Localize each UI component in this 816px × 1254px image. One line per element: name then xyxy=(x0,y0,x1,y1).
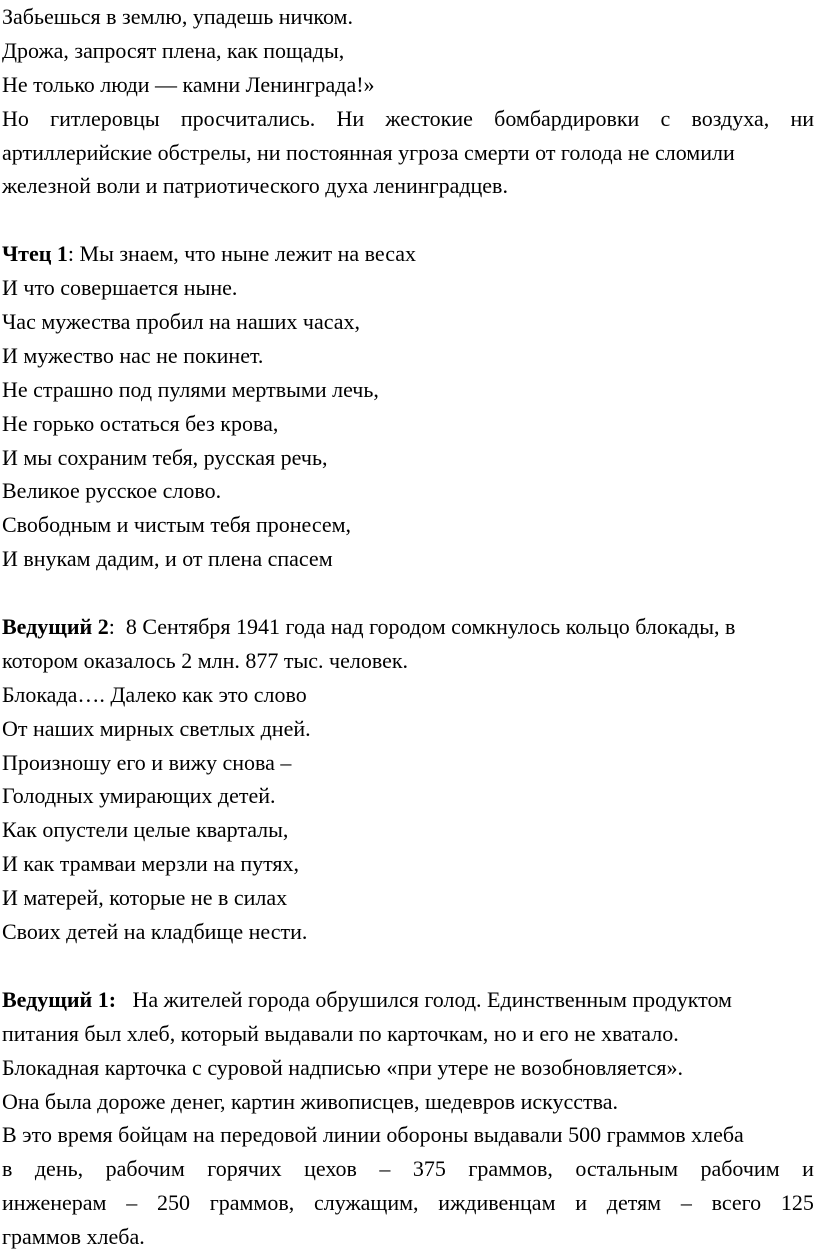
verse-line: И как трамваи мерзли на путях, xyxy=(2,851,300,877)
word: 125 xyxy=(780,1190,814,1216)
word: рабочим xyxy=(105,1156,185,1182)
word: ни xyxy=(790,105,814,131)
word: воздуха, xyxy=(691,105,770,131)
word: – xyxy=(680,1190,692,1216)
verse-line: Произношу его и вижу снова – xyxy=(2,749,292,775)
verse-line: От наших мирных светлых дней. xyxy=(2,715,311,741)
word: в xyxy=(2,1156,13,1182)
verse-line: И мужество нас не покинет. xyxy=(2,342,264,368)
word: инженерам xyxy=(2,1190,107,1216)
verse-line: Не страшно под пулями мертвыми лечь, xyxy=(2,376,379,402)
text-line: Дрожа, запросят плена, как пощады, xyxy=(2,37,345,63)
speaker-line xyxy=(2,237,816,271)
word: Ни xyxy=(336,105,365,131)
word: с xyxy=(660,105,671,131)
text-line: Блокадная карточка с суровой надписью «при утере не возобновляется». xyxy=(2,1054,684,1080)
verse-line: Своих детей на кладбище нести. xyxy=(2,919,308,945)
verse-line: Свободным и чистым тебя пронесем, xyxy=(2,512,352,538)
speech-text: : Мы знаем, что ныне лежит на весах xyxy=(67,241,416,267)
word: 375 xyxy=(412,1156,446,1182)
word: день, xyxy=(34,1156,84,1182)
word: цехов xyxy=(304,1156,357,1182)
speech-text: : 8 Сентября 1941 года над городом сомкнулось кольцо блокады, в xyxy=(108,614,736,640)
word: жестокие xyxy=(385,105,473,131)
word: гитлеровцы xyxy=(50,105,160,131)
speech-text: На жителей города обрушился голод. Единственным продуктом xyxy=(116,986,732,1012)
text-line: железной воли и патриотического духа ленинградцев. xyxy=(2,173,508,199)
word: просчитались. xyxy=(180,105,316,131)
paragraph-gap xyxy=(2,949,816,983)
word: граммов, xyxy=(468,1156,553,1182)
word: детям xyxy=(606,1190,662,1216)
justified-line xyxy=(2,102,814,136)
word: Но xyxy=(2,105,29,131)
speaker-line xyxy=(2,983,816,1017)
speaker-name: Чтец 1 xyxy=(2,241,68,267)
word: служащим, xyxy=(313,1190,419,1216)
word: иждивенцам xyxy=(438,1190,556,1216)
justified-line xyxy=(2,1186,814,1220)
word: граммов, xyxy=(209,1190,295,1216)
text-line: Она была дороже денег, картин живописцев, шедевров искусства. xyxy=(2,1088,619,1114)
verse-line: И внукам дадим, и от плена спасем xyxy=(2,546,333,572)
verse-line: И что совершается ныне. xyxy=(2,275,238,301)
word: и xyxy=(575,1190,588,1216)
word: всего xyxy=(711,1190,762,1216)
text-line: граммов хлеба. xyxy=(2,1224,145,1250)
verse-line: Не горько остаться без крова, xyxy=(2,410,279,436)
verse-line: И матерей, которые не в силах xyxy=(2,885,288,911)
word: – xyxy=(126,1190,138,1216)
verse-line: И мы сохраним тебя, русская речь, xyxy=(2,444,328,470)
word: и xyxy=(802,1156,814,1182)
word: остальным xyxy=(575,1156,678,1182)
word: – xyxy=(379,1156,391,1182)
text-line: питания был хлеб, который выдавали по карточкам, но и его не хватало. xyxy=(2,1020,679,1046)
word: горячих xyxy=(207,1156,282,1182)
justified-line xyxy=(2,1152,814,1186)
text-line: артиллерийские обстрелы, ни постоянная угроза смерти от голода не сломили xyxy=(2,139,735,165)
text-line: котором оказалось 2 млн. 877 тыс. человек. xyxy=(2,647,409,673)
paragraph-gap xyxy=(2,203,816,237)
speaker-line xyxy=(2,610,816,644)
speaker-name: Ведущий 2 xyxy=(2,614,109,640)
paragraph-gap xyxy=(2,576,816,610)
text-line: Забьешься в землю, упадешь ничком. xyxy=(2,4,353,29)
word: 250 xyxy=(156,1190,190,1216)
word: рабочим xyxy=(700,1156,780,1182)
text-line: В это время бойцам на передовой линии обороны выдавали 500 граммов хлеба xyxy=(2,1122,744,1148)
verse-line: Блокада…. Далеко как это слово xyxy=(2,681,307,707)
verse-line: Как опустели целые кварталы, xyxy=(2,817,289,843)
verse-line: Великое русское слово. xyxy=(2,478,222,504)
speaker-name: Ведущий 1: xyxy=(2,986,117,1012)
text-line: Не только люди — камни Ленинграда!» xyxy=(2,71,375,97)
word: бомбардировки xyxy=(494,105,640,131)
verse-line: Час мужества пробил на наших часах, xyxy=(2,309,361,335)
verse-line: Голодных умирающих детей. xyxy=(2,783,276,809)
